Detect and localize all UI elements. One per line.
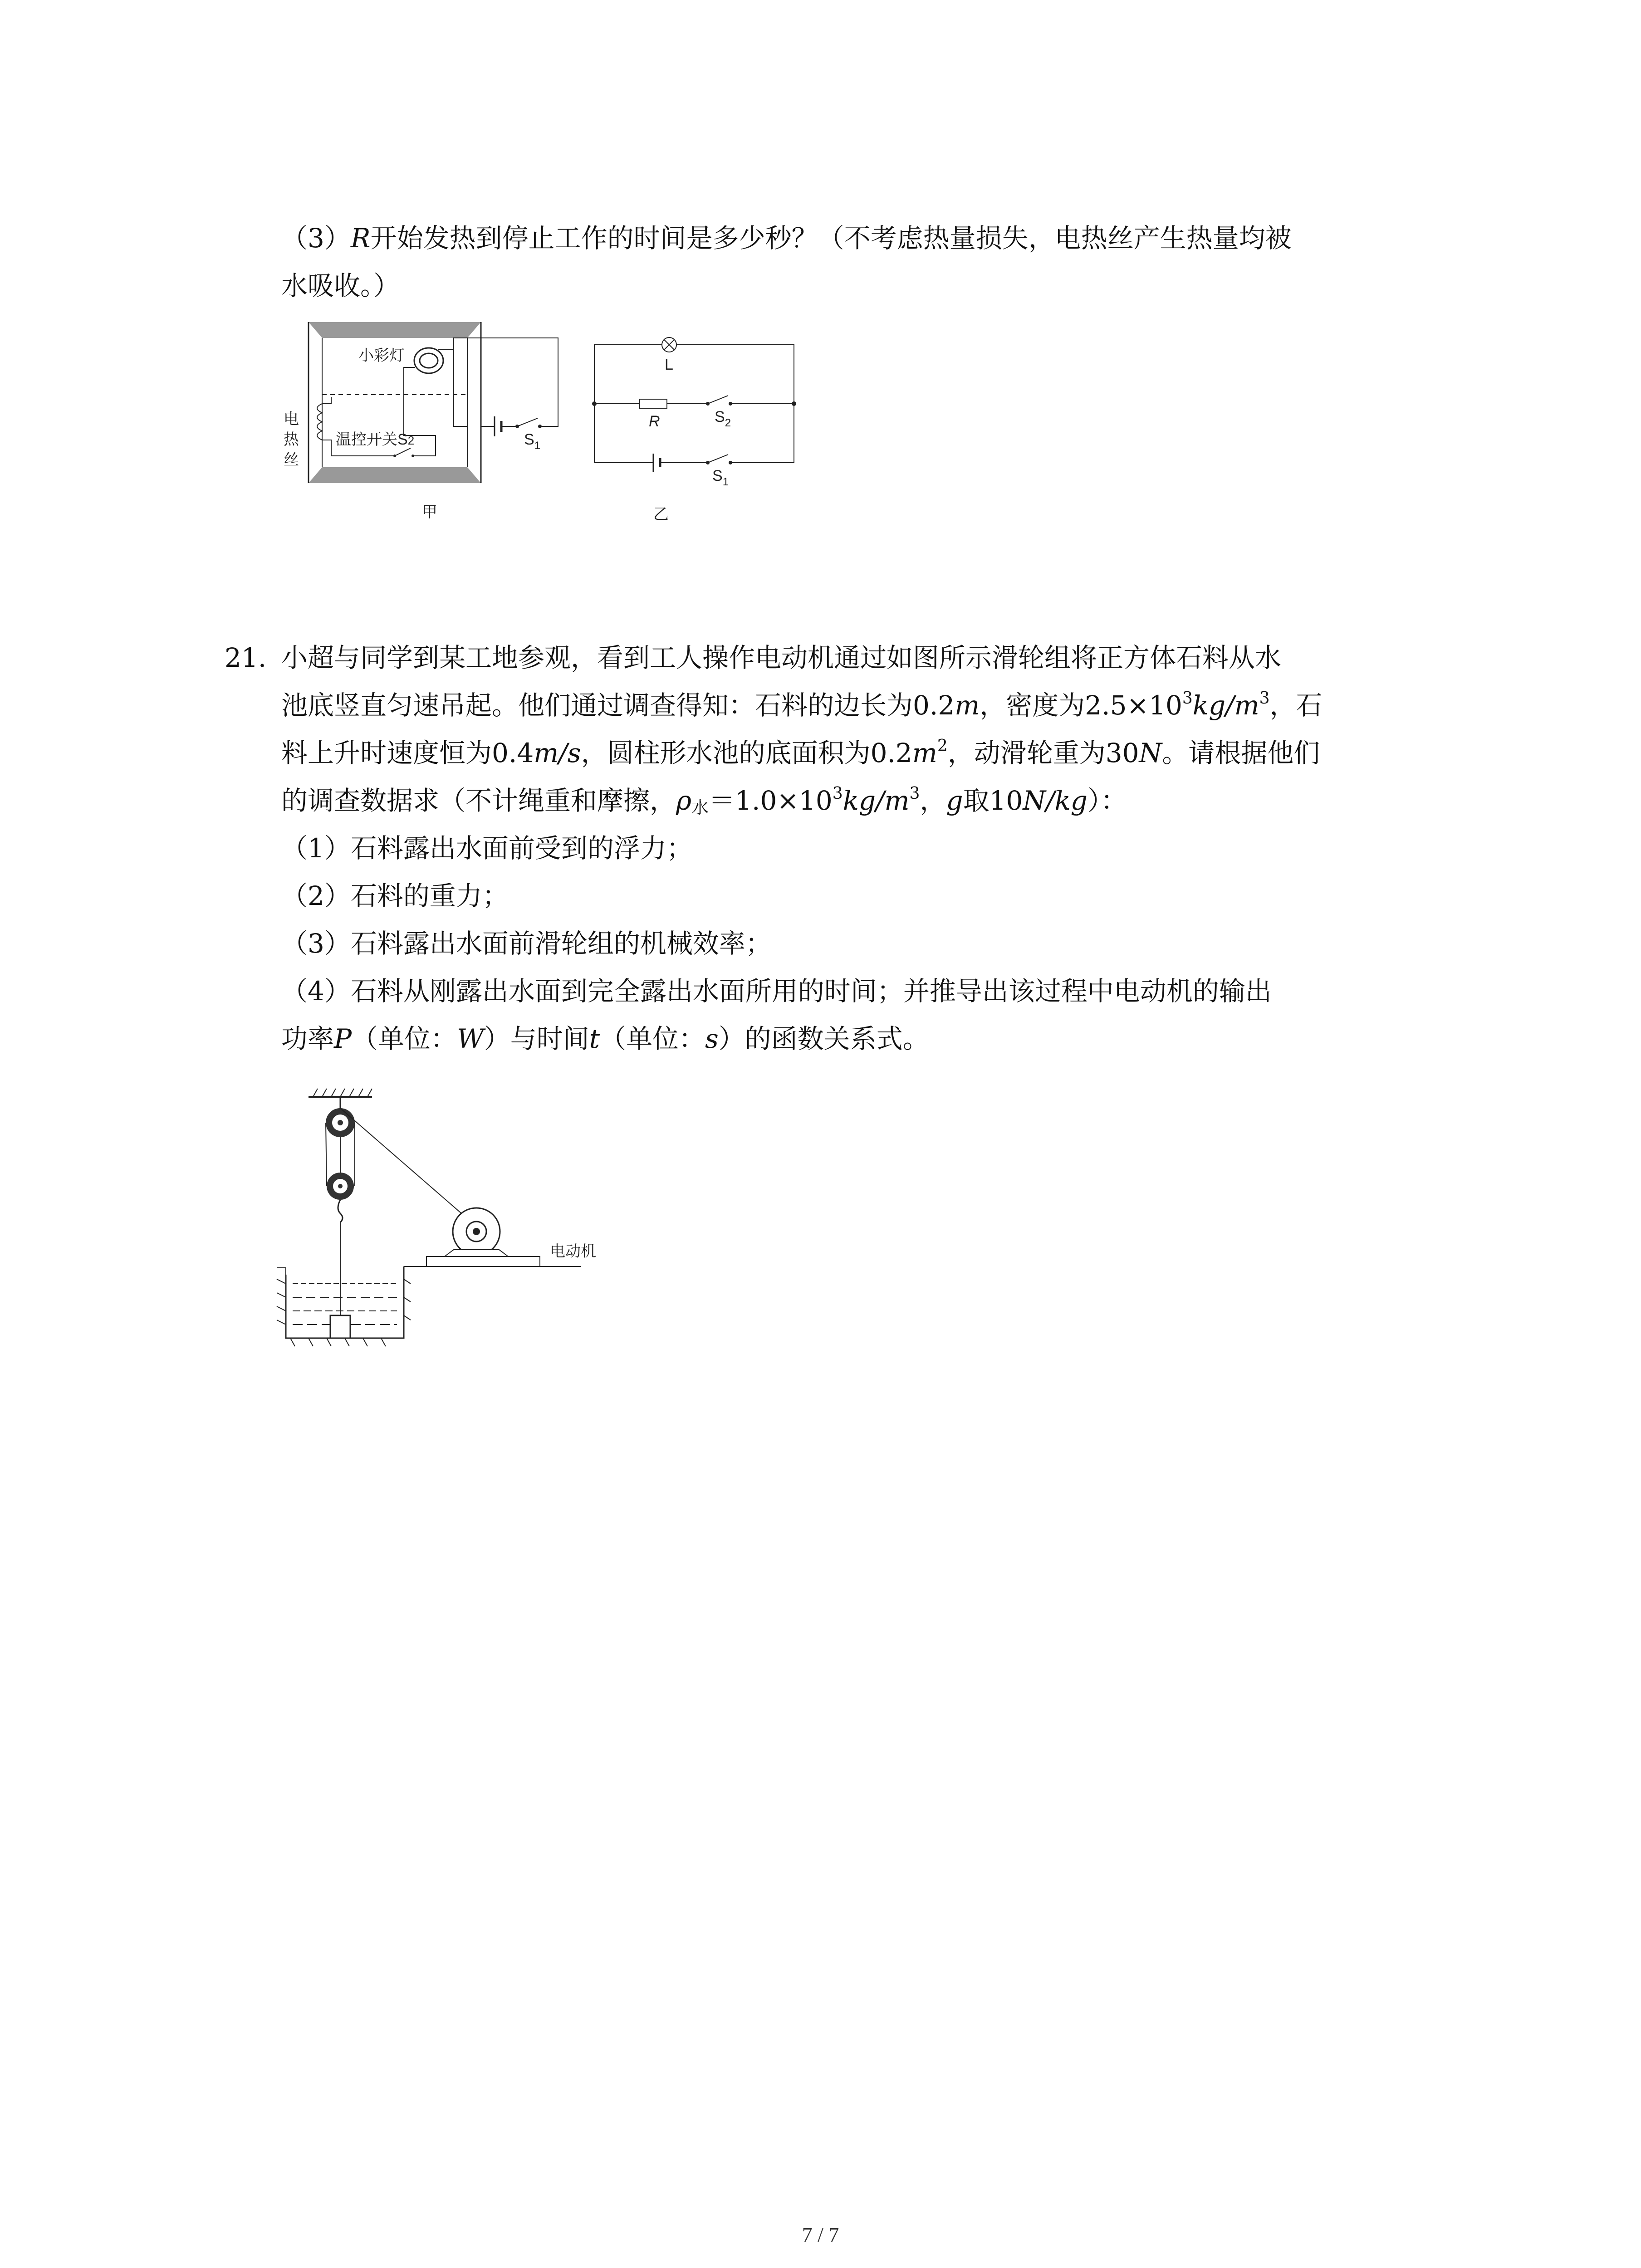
q21-sub4-line2: 功率P（单位：W）与时间t（单位：s）的函数关系式。 [281, 1023, 929, 1054]
var-r: R [350, 223, 371, 254]
q21-sub1: （1）石料露出水面前受到的浮力； [281, 833, 693, 864]
lamp-label-yi: L [665, 356, 673, 373]
q21-line3: 料上升时速度恒为0.4m/s，圆柱形水池的底面积为$0.2m^2$，动滑轮重为30N。请根据他们 [281, 737, 1320, 768]
heater-label-2: 热 [284, 431, 299, 448]
caption-jia: 甲 [422, 503, 437, 521]
part-prefix: （3） [281, 223, 351, 254]
resistor-label: R [649, 413, 660, 430]
q21-line1: 小超与同学到某工地参观，看到工人操作电动机通过如图所示滑轮组将正方体石料从水 [281, 642, 1282, 673]
s1-label-yi: $S_1$ [712, 467, 729, 488]
lamp-label-jia: 小彩灯 [358, 347, 405, 364]
q21-sub2: （2）石料的重力； [281, 880, 509, 911]
q20-part3-line1 [281, 220, 1292, 256]
caption-yi: 乙 [653, 506, 669, 523]
figure-jia [272, 313, 590, 526]
q21-line4: 的调查数据求（不计绳重和摩擦，$\rho_水=1.0\times 10^3kg/m^3$，g取10N/kg）： [281, 784, 1127, 817]
heater-label-1: 电 [284, 411, 299, 428]
figure-yi [585, 313, 812, 526]
q21-sub4-line1: （4）石料从刚露出水面到完全露出水面所用的时间；并推导出该过程中电动机的输出 [281, 976, 1272, 1007]
figure-pulley [272, 1084, 681, 1352]
q21-sub3: （3）石料露出水面前滑轮组的机械效率； [281, 928, 772, 959]
switch-label-jia: 温控开关S2 [336, 431, 415, 448]
q21-number: 21. [225, 642, 267, 673]
page-number: 7 / 7 [802, 2223, 839, 2246]
motor-label: 电动机 [550, 1243, 596, 1260]
resistor-icon [640, 399, 667, 408]
stone-block [330, 1315, 350, 1338]
s2-label-yi: $S_2$ [715, 408, 731, 429]
q20-part3-line2: 水吸收。） [281, 270, 400, 301]
s1-label-jia: $S_1$ [524, 431, 541, 452]
part-text: 开始发热到停止工作的时间是多少秒？（不考虑热量损失，电热丝产生热量均被 [370, 223, 1292, 254]
heater-label-3: 丝 [284, 451, 299, 469]
q21-line2: 池底竖直匀速吊起。他们通过调查得知：石料的边长为0.2m，密度为$2.5\times 10^3kg/m^3$，石 [281, 689, 1323, 721]
